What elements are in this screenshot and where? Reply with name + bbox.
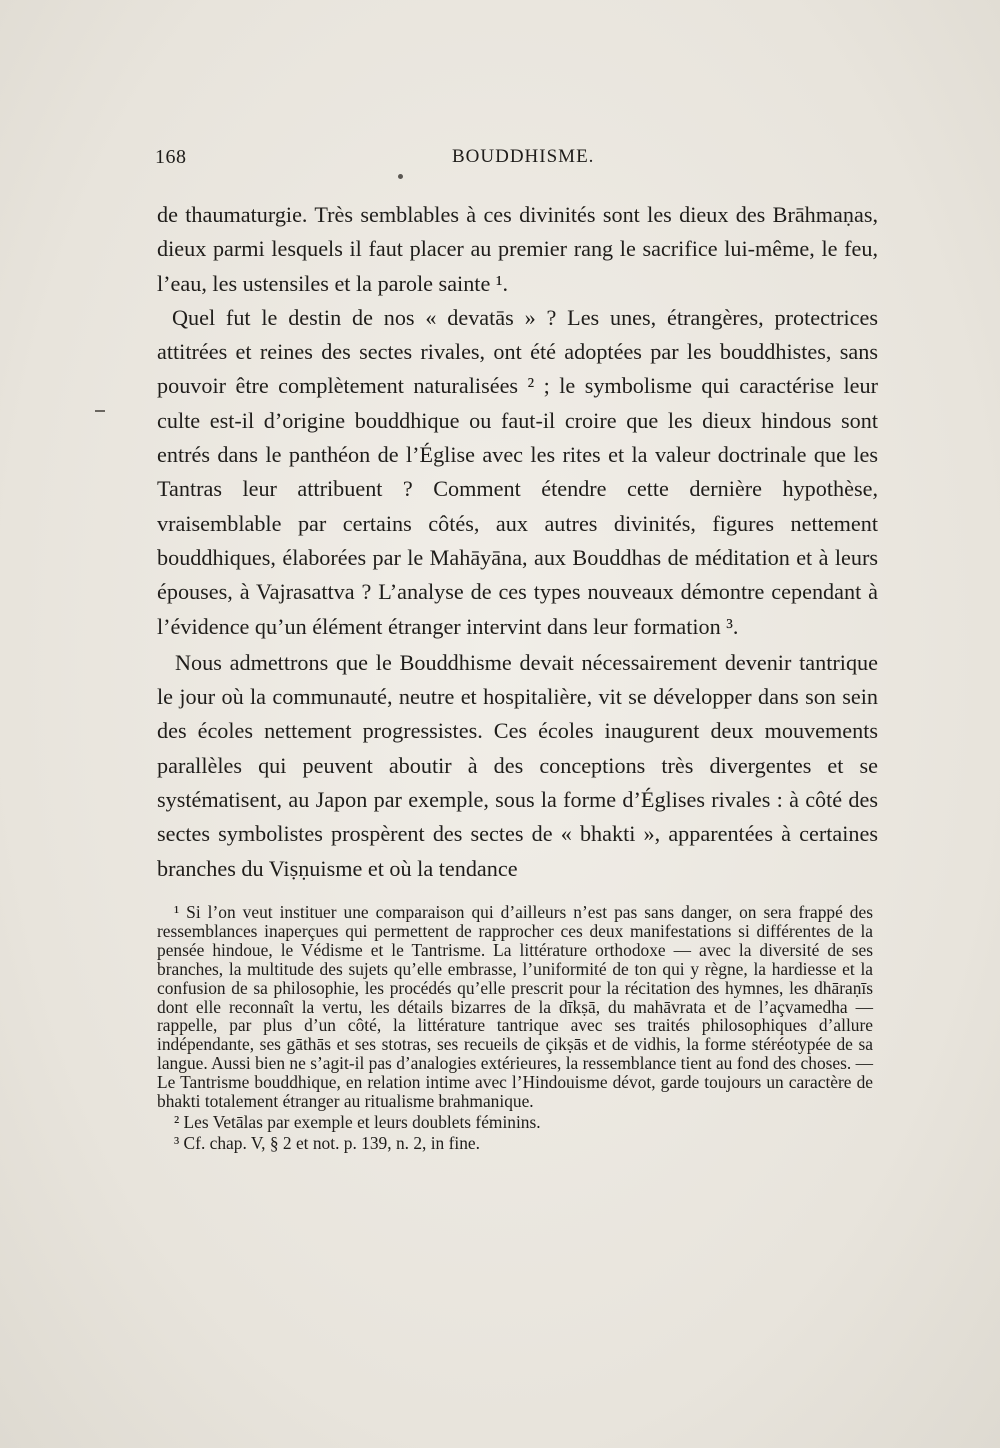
footnote: ² Les Vetālas par exemple et leurs doublets féminins.: [174, 1111, 541, 1132]
main-text: [157, 198, 878, 886]
margin-mark: [95, 410, 105, 412]
page-header: [155, 146, 880, 176]
ink-mark: [398, 174, 403, 179]
running-title: BOUDDHISME.: [452, 146, 595, 167]
paragraph: Quel fut le destin de nos « devatās » ? Les unes, étrangères, protectrices attitrées et reines des sectes rivales, ont été adoptées par les bouddhistes, sans pouvoir être complètement naturalisées ² ; le symbolisme qui caractérise leur culte est-il d’origine bouddhique ou faut-il croire que les dieux hindous sont entrés dans le panthéon de l’Église avec les rites et la valeur doctrinale que les Tantras leur attribuent ? Comment étendre cette dernière hypothèse, vraisemblable par certains côtés, aux autres divinités, figures nettement bouddhiques, élaborées par le Mahāyāna, aux Bouddhas de méditation et à leurs épouses, à Vajrasattva ? L’analyse de ces types nouveaux démontre cependant à l’évidence qu’un élément étranger intervint dans leur formation ³.: [157, 304, 878, 639]
footnotes: [157, 903, 873, 1153]
paragraph: de thaumaturgie. Très semblables à ces divinités sont les dieux des Brāhmaṇas, dieux parmi lesquels il faut placer au premier rang le sacrifice lui-même, le feu, l’eau, les ustensiles et la parole sainte ¹.: [157, 202, 878, 296]
footnote: ³ Cf. chap. V, § 2 et not. p. 139, n. 2, in fine.: [174, 1132, 480, 1153]
paragraph: Nous admettrons que le Bouddhisme devait nécessairement devenir tantrique le jour où la communauté, neutre et hospitalière, vit se développer dans son sein des écoles nettement progressistes. Ces écoles inaugurent deux mouvements parallèles qui peuvent aboutir à des conceptions très divergentes et se systématisent, au Japon par exemple, sous la forme d’Églises rivales : à côté des sectes symbolistes prospèrent des sectes de « bhakti », apparentées à certaines branches du Viṣṇuisme et où la tendance: [157, 649, 878, 881]
page-number: 168: [155, 146, 187, 168]
footnote: ¹ Si l’on veut instituer une comparaison qui d’ailleurs n’est pas sans danger, on sera frappé des ressemblances inaperçues qui permettent de rapprocher ces deux manifestations si différentes de la pensée hindoue, le Védisme et le Tantrisme. La littérature orthodoxe — avec la diversité de ses branches, la multitude des sujets qu’elle embrasse, l’uniformité de ton qui y règne, la hardiesse et la confusion de sa philosophie, les procédés qu’elle prescrit pour la récitation des hymnes, les dhāraṇīs dont elle reconnaît la vertu, les détails bizarres de la dīkṣā, du mahāvrata et de l’açvamedha — rappelle, par plus d’un côté, la littérature tantrique avec ses traités philosophiques d’allure indépendante, ses gāthās et ses stotras, ses recueils de çikṣās et de vidhis, la forme stéréotypée de sa langue. Aussi bien ne s’agit-il pas d’analogies extérieures, la ressemblance tient au fond des choses. — Le Tantrisme bouddhique, en relation intime avec l’Hindouisme dévot, garde toujours un caractère de bhakti totalement étranger au ritualisme brahmanique.: [157, 902, 873, 1112]
